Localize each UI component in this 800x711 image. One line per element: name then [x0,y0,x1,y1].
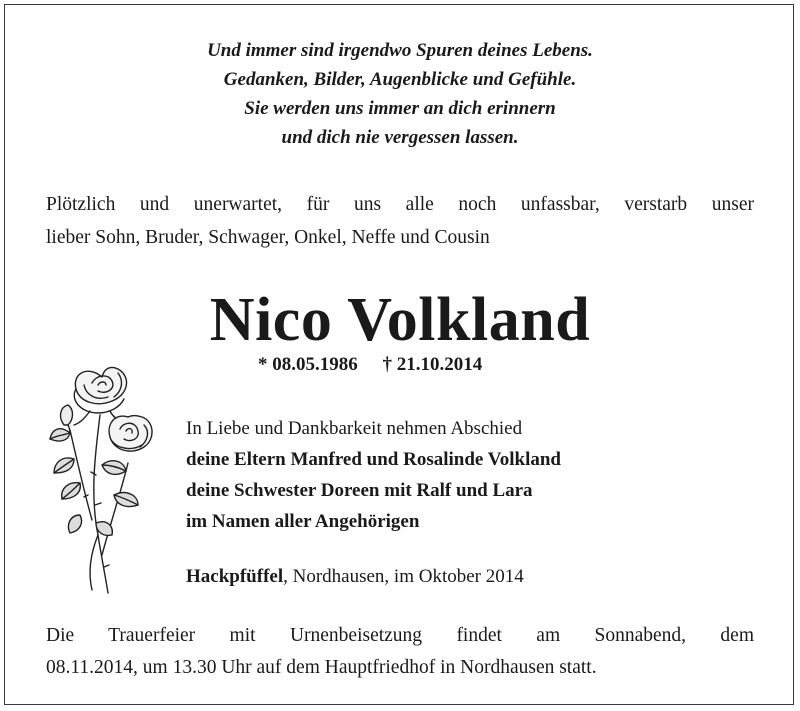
life-dates [258,352,482,378]
funeral-line: 08.11.2014, um 13.30 Uhr auf dem Hauptfriedhof in Nordhausen statt. [46,657,597,678]
funeral-info [46,620,754,684]
place-date [186,561,524,592]
memorial-poem [0,36,800,152]
poem-line: Und immer sind irgendwo Spuren deines Lebens. [207,40,593,61]
place-rest: , Nordhausen, im Oktober 2014 [283,566,524,587]
place-town: Hackpfüffel [186,566,284,587]
mourner-line: deine Schwester Doreen mit Ralf und Lara [186,480,533,501]
deceased-name: Nico Volkland [209,286,591,354]
rose-icon [40,355,165,600]
announcement-line: lieber Sohn, Bruder, Schwager, Onkel, Neffe und Cousin [46,227,490,248]
birth-date: * 08.05.1986 [258,354,358,375]
poem-line: Sie werden uns immer an dich erinnern [244,98,556,119]
announcement-text [46,188,754,254]
mourner-line: im Namen aller Angehörigen [186,511,420,532]
announcement-line: Plötzlich und unerwartet, für uns alle noch unfassbar, verstarb unser [46,194,754,215]
poem-line: und dich nie vergessen lassen. [281,127,519,148]
mourners-intro: In Liebe und Dankbarkeit nehmen Abschied [186,418,523,439]
death-date: † 21.10.2014 [382,354,483,375]
funeral-line: Die Trauerfeier mit Urnenbeisetzung findet am Sonnabend, dem [46,625,754,646]
mourners-block [186,413,561,537]
mourner-line: deine Eltern Manfred und Rosalinde Volkland [186,449,561,470]
poem-line: Gedanken, Bilder, Augenblicke und Gefühle. [223,69,577,90]
